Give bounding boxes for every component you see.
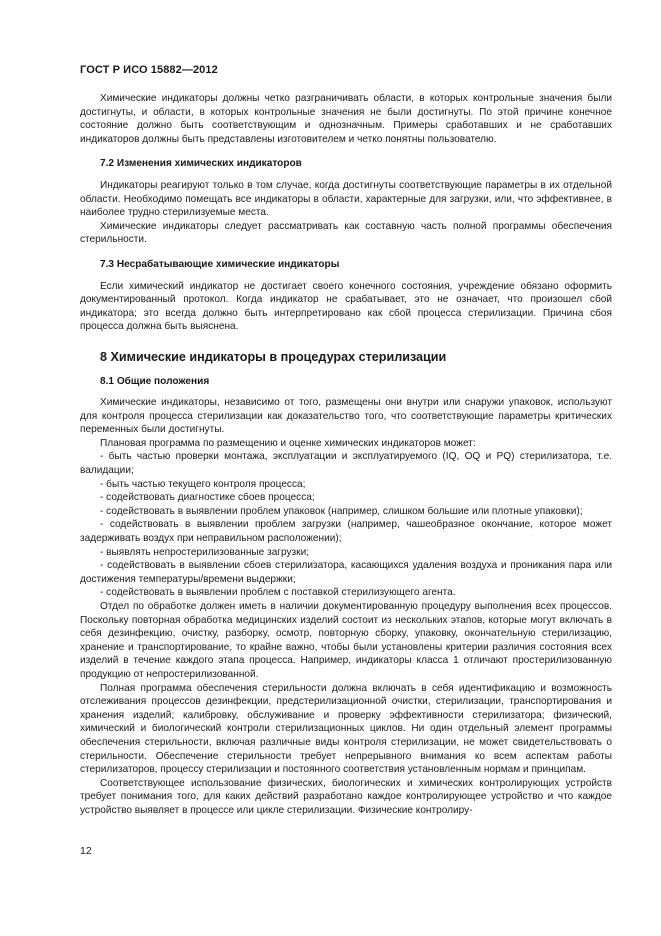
list-item: - содействовать в выявлении сбоев стерилизатора, касающихся удаления воздуха и проникания пара или достижения температуры/времени выдержки;: [80, 560, 612, 585]
section-7-3-paragraph-1: Если химический индикатор не достигает своего конечного состояния, учреждение обязано оформить документированный протокол. Когда индикатор не срабатывает, это не означает, что произошел сбой индикатора; это всегда должно быть интерпретировано как сбой процесса стерилизации. Причина сбоя процесса должна быть выяснена.: [80, 280, 612, 333]
section-8-1-paragraph-1: Химические индикаторы, независимо от того, размещены они внутри или снаружи упаковок, используют для контроля процесса стерилизации как доказательство того, что соответствующие параметры критических переменных были достигнуты.: [80, 397, 612, 436]
page-number: 12: [80, 845, 92, 857]
section-8-1-heading: 8.1 Общие положения: [100, 375, 210, 387]
page-body: [80, 92, 612, 818]
list-item: - выявлять непростерилизованные загрузки;: [100, 546, 310, 558]
section-8-heading: 8 Химические индикаторы в процедурах стерилизации: [100, 349, 447, 364]
section-7-3-heading: 7.3 Несрабатывающие химические индикаторы: [100, 258, 340, 270]
section-7-2-paragraph-1: Индикаторы реагируют только в том случае, когда достигнуты соответствующие параметры в их отдельной области. Необходимо помещать все индикаторы в области, характерные для загрузки, или, что эффективнее, в наиболее трудно стерилизуемые места.: [80, 179, 612, 219]
list-item: - содействовать диагностике сбоев процесса;: [100, 492, 315, 504]
section-8-1-paragraph-5: Соответствующее использование физических, биологических и химических контролирующих устройств требует понимания того, для каких действий разработано каждое контролирующее устройство и что каждое устройство выявляет в процессе или цикле стерилизации. Физические контролиру-: [80, 777, 612, 816]
section-8-1-paragraph-3: Отдел по обработке должен иметь в наличии документированную процедуру выполнения всех процессов. Поскольку повторная обработка медицинских изделий состоит из нескольких этапов, которые могут включать в себя дезинфекцию, очистку, разборку, осмотр, повторную сборку, упаковку, окончательную стерилизацию, хранение и транспортирование, то крайне важно, чтобы были установлены критерии различия состояния всех изделий в течение каждого этапа процесса. Например, индикаторы класса 1 отличают простерилизованную продукцию от непростерилизованной.: [80, 601, 612, 680]
section-8-1-paragraph-4: Полная программа обеспечения стерильности должна включать в себя идентификацию и возможность отслеживания процессов дезинфекции, предстерилизационной очистки, стерилизации, транспортирования и хранения изделий; калибровку, обслуживание и проверку эффективности стерилизатора; физический, химический и биологический контроли стерилизационных циклов. Ни один отдельный элемент программы обеспечения стерильности, включая различные виды контроля стерилизации, не может свидетельствовать о стерильности. Обеспечение стерильности требует непрерывного внимания ко всем аспектам работы стерилизаторов, процессу стерилизации и постоянного соответствия установленным нормам и принципам.: [80, 682, 612, 776]
list-item: - содействовать в выявлении проблем загрузки (например, чашеобразное окончание, которое может задерживать воздух при неправильном расположении);: [80, 519, 612, 545]
list-item: - содействовать в выявлении проблем упаковок (например, слишком большие или плотные упаковки);: [100, 505, 583, 517]
section-7-2-paragraph-2: Химические индикаторы следует рассматривать как составную часть полной программы обеспечения стерильности.: [80, 220, 612, 246]
list-item: - содействовать в выявлении проблем с поставкой стерилизующего агента.: [100, 587, 456, 599]
list-item: - быть частью текущего контроля процесса;: [100, 478, 306, 490]
list-item: - быть частью проверки монтажа, эксплуатации и эксплуатируемого (IQ, OQ и PQ) стерилизатора, т.е. валидации;: [80, 451, 612, 477]
section-7-2-heading: 7.2 Изменения химических индикаторов: [100, 158, 302, 170]
section-8-1-paragraph-2: Плановая программа по размещению и оценке химических индикаторов может:: [100, 437, 476, 449]
document-code-header: ГОСТ Р ИСО 15882—2012: [80, 64, 218, 76]
intro-paragraph: Химические индикаторы должны четко разграничивать области, в которых контрольные значения были достигнуты, и области, в которых контрольные значения не были достигнуты. По этой причине конечное состояние должно быть соответствующим и однозначным. Примеры сработавших и не сработавших индикаторов должны быть представлены изготовителем и четко понятны пользователю.: [80, 93, 612, 145]
